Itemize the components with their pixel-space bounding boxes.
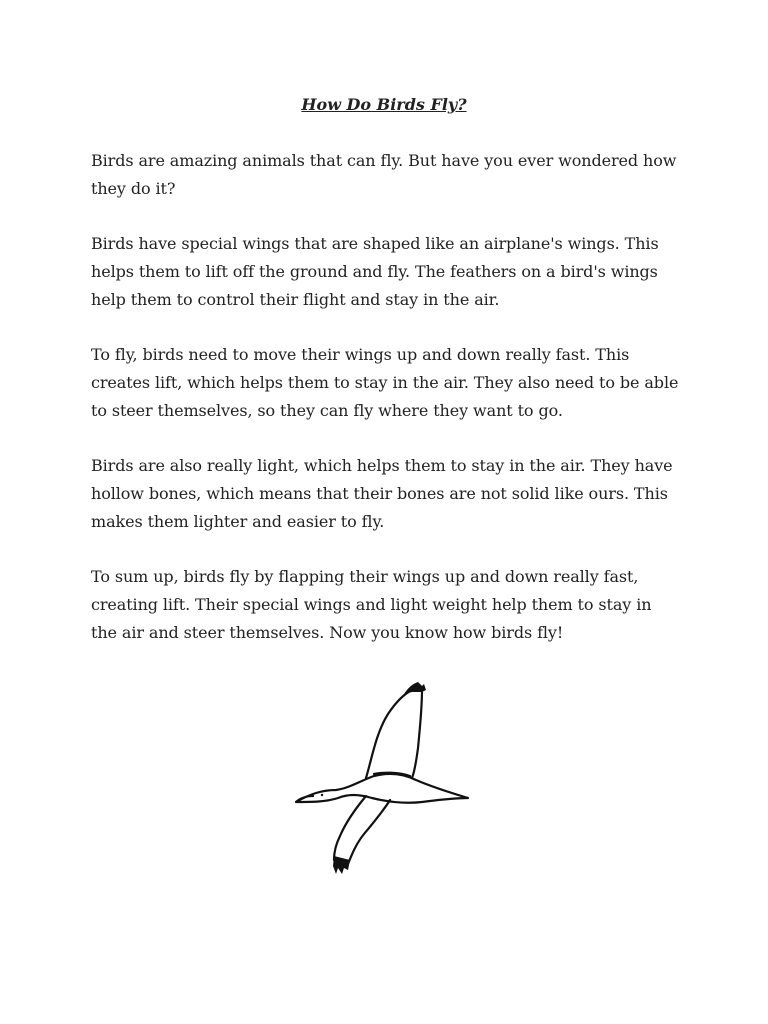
document-title: How Do Birds Fly? [301, 95, 467, 114]
lower-wingtip [333, 856, 350, 874]
document-body [91, 147, 681, 674]
lower-wing-outline [334, 796, 390, 864]
paragraph-light-bones: Birds are also really light, which helps them to stay in the air. They have hollow bones, which means that their bones are not solid like ours. This makes them lighter and easier to fly. [91, 456, 673, 531]
paragraph-summary: To sum up, birds fly by flapping their wings up and down really fast, creating lift. Their special wings and light weight help them to stay in the air and steer themselves. Now you know how birds fly! [91, 567, 652, 642]
paragraph-flapping: To fly, birds need to move their wings up and down really fast. This creates lift, which helps them to stay in the air. They also need to be able to steer themselves, so they can fly where they want to go. [91, 345, 679, 420]
paragraph-wings: Birds have special wings that are shaped like an airplane's wings. This helps them to lift off the ground and fly. The feathers on a bird's wings help them to control their flight and stay in the air. [91, 234, 659, 309]
flying-bird-illustration [292, 678, 476, 878]
bird-eye [321, 794, 323, 796]
bird-body-outline [296, 774, 468, 803]
paragraph-intro: Birds are amazing animals that can fly. But have you ever wondered how they do it? [91, 151, 677, 198]
upper-wing-outline [366, 690, 422, 778]
